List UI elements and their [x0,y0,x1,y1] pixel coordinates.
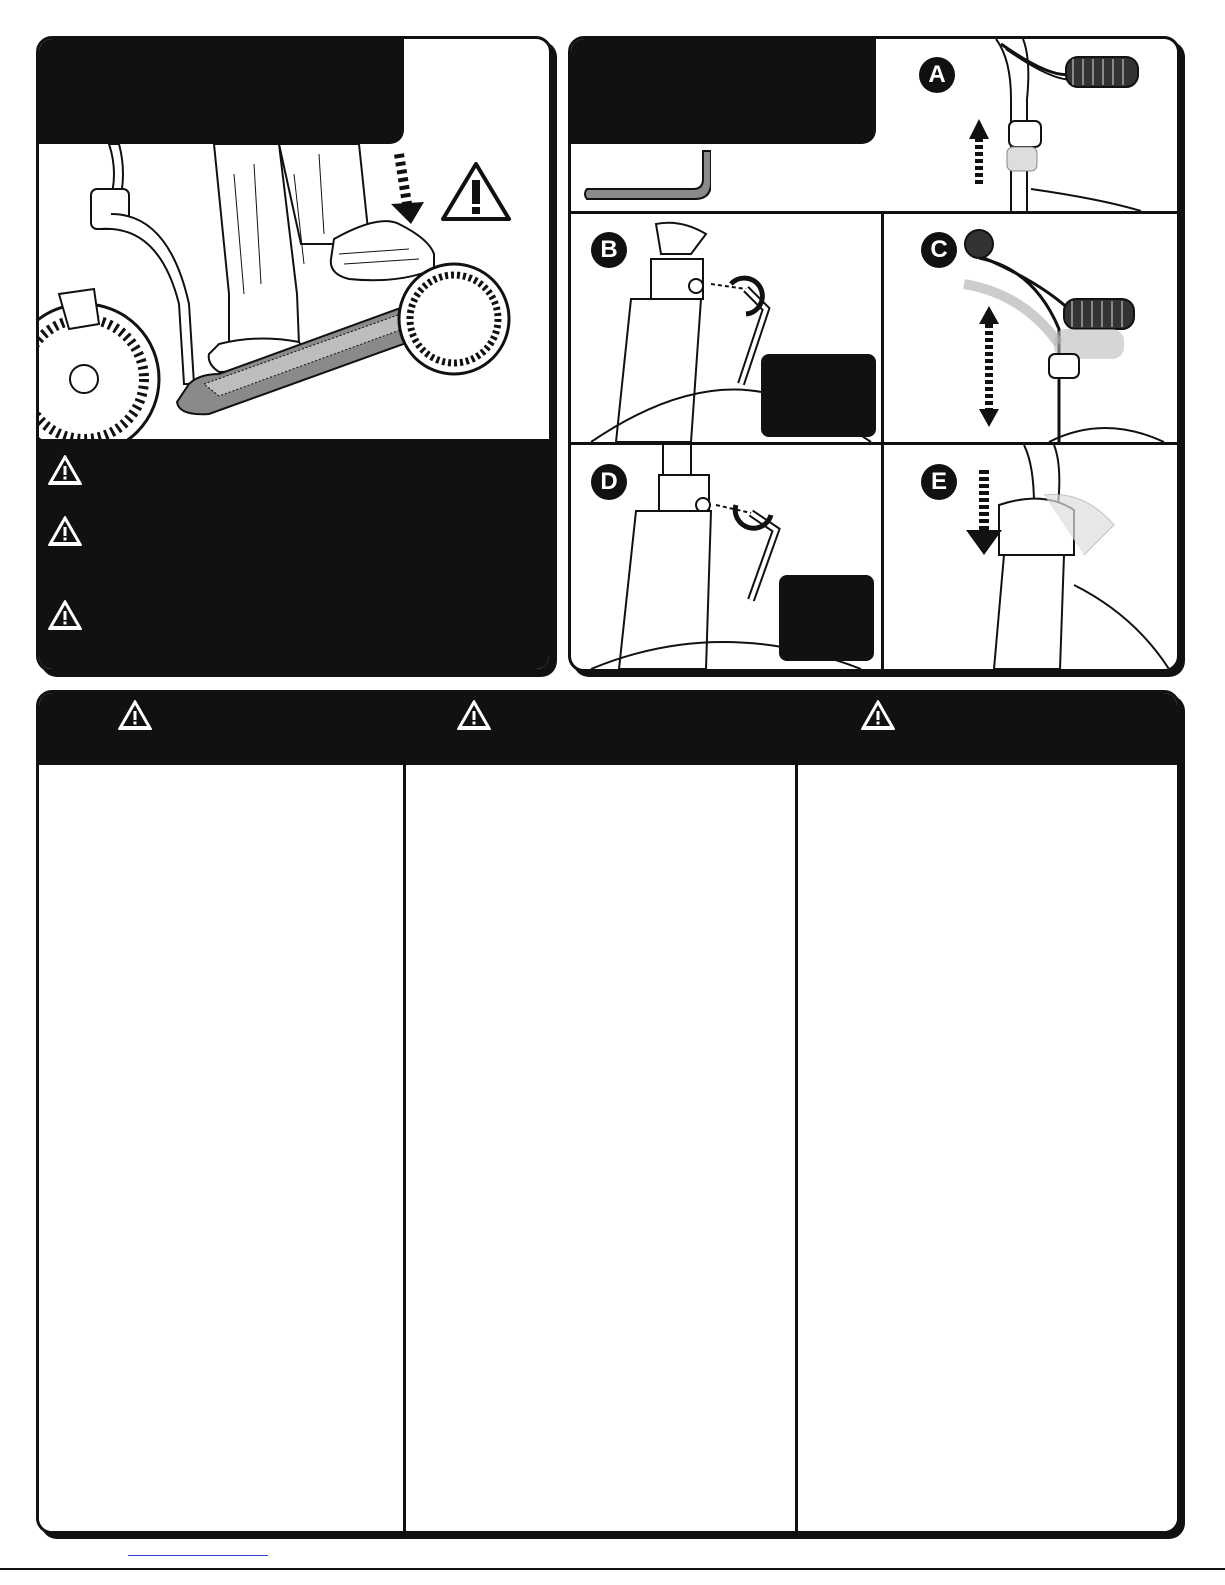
warning-triangle-icon [47,454,83,486]
column-2-body [406,765,795,1531]
allen-wrench-icon [581,147,711,207]
panel-title-box [39,39,404,144]
panel-title-box [571,39,876,144]
step-badge-b: B [591,232,627,268]
handlebar-lower-icon [884,445,1177,669]
column-2-header [406,693,795,765]
handlebar-adjust-icon [884,214,1177,442]
step-down-arrow-icon [391,154,424,224]
warning-triangle-icon [47,599,83,631]
step-badge-c: C [921,232,957,268]
column-1-header [39,693,403,765]
footer-rule [0,1568,1225,1570]
large-warning-triangle-icon [443,164,509,219]
column-3-body [798,765,1177,1531]
warning-triangle-icon [47,515,83,547]
warning-triangle-icon [117,699,153,731]
scooter-rider-illustration [39,144,549,439]
handlebar-raise-icon [961,39,1171,211]
warnings-area [39,439,549,669]
warning-triangle-icon [456,699,492,731]
warnings-columns-panel [36,690,1180,1534]
handlebar-adjustment-panel [568,36,1180,672]
footer-link-underline[interactable] [128,1555,268,1556]
step-badge-e: E [921,464,957,500]
column-3-header [798,693,1177,765]
allen-key-loosen-icon [571,214,881,442]
step-badge-a: A [919,57,955,93]
warning-triangle-icon [860,699,896,731]
column-1-body [39,765,403,1531]
step-badge-d: D [591,464,627,500]
allen-key-tighten-icon [571,445,881,669]
riding-illustration-panel [36,36,552,672]
